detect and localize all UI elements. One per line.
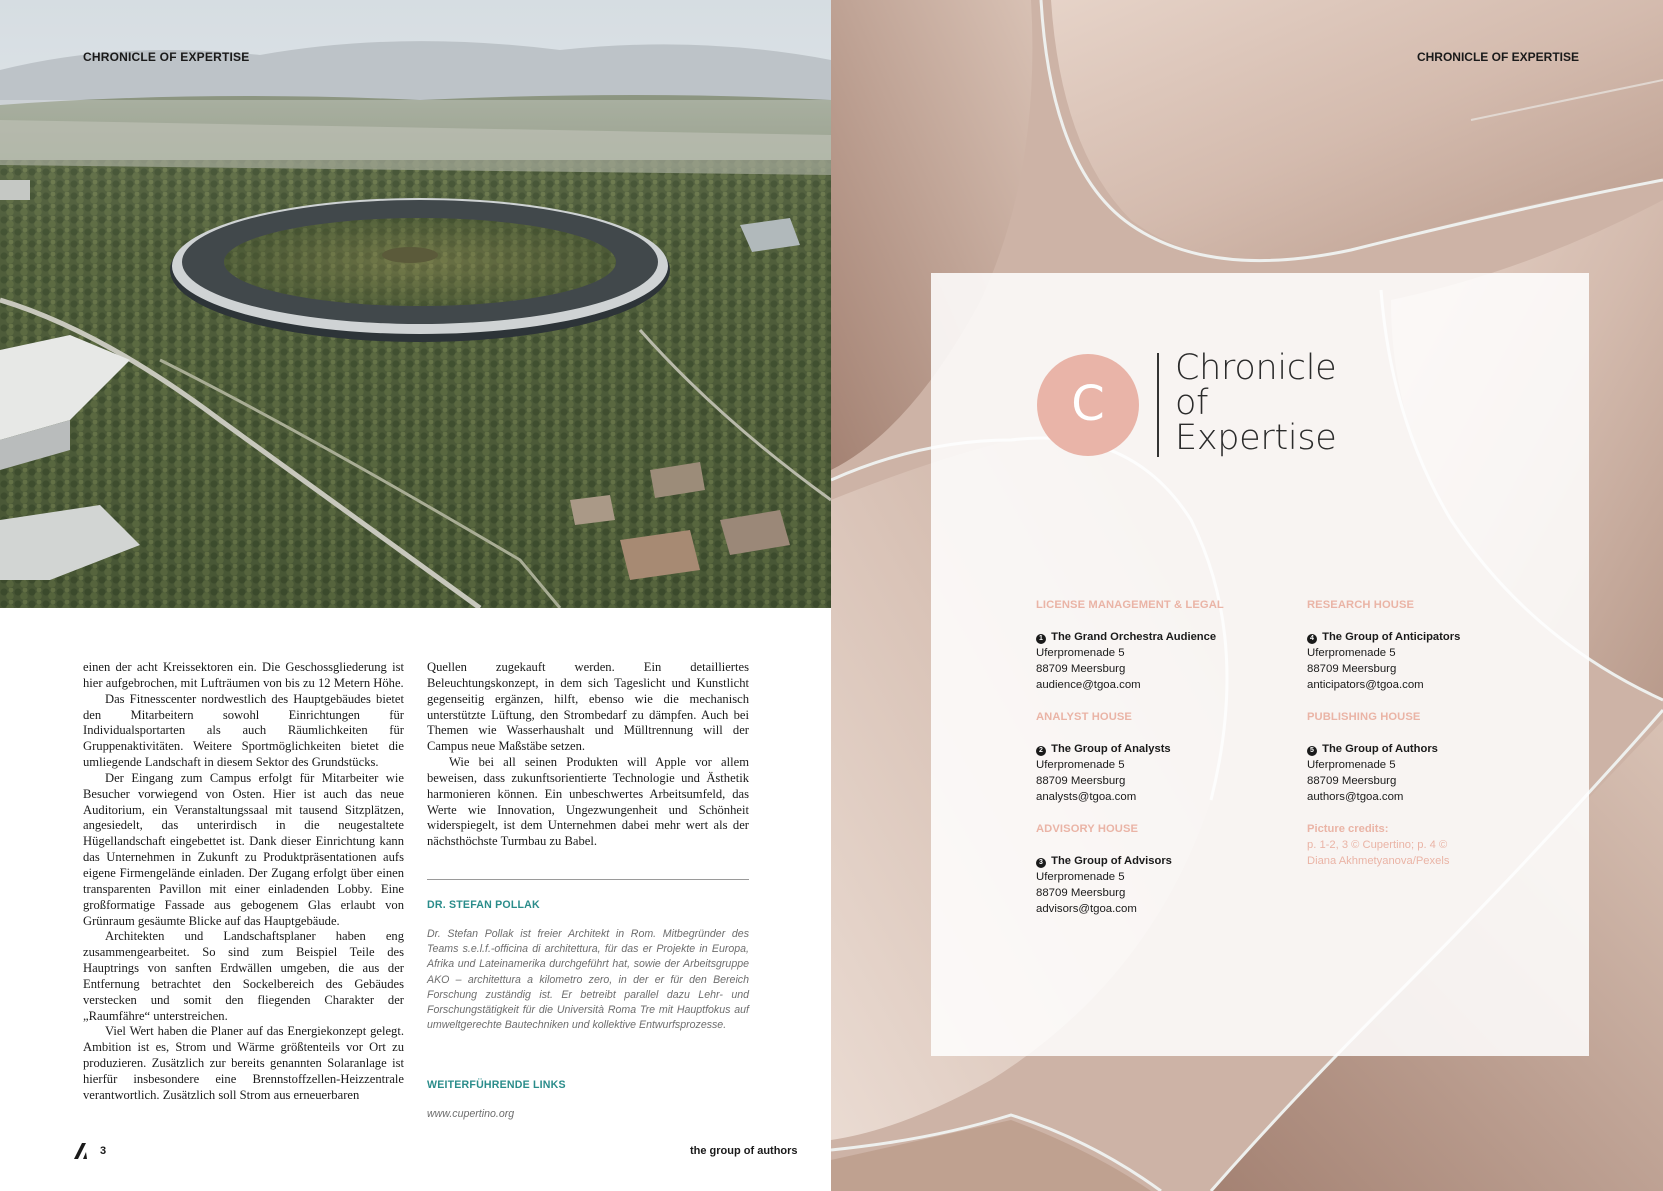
entry-email[interactable]: anticipators@tgoa.com bbox=[1307, 679, 1424, 691]
number-badge: 1 bbox=[1036, 634, 1046, 644]
section-heading: ANALYST HOUSE bbox=[1036, 711, 1132, 723]
running-head: CHRONICLE OF EXPERTISE bbox=[83, 50, 250, 64]
entry-street: Uferpromenade 5 bbox=[1307, 647, 1396, 659]
entry-city: 88709 Meersburg bbox=[1307, 663, 1397, 675]
article-column-2 bbox=[427, 660, 749, 850]
section-heading: RESEARCH HOUSE bbox=[1307, 599, 1415, 611]
entry-name-text: The Group of Advisors bbox=[1051, 855, 1172, 867]
entry-street: Uferpromenade 5 bbox=[1036, 871, 1125, 883]
entry-name bbox=[1307, 629, 1547, 645]
picture-credits bbox=[1307, 821, 1547, 869]
contacts-column-left bbox=[1036, 597, 1276, 933]
paragraph: Quellen zugekauft werden. Ein detailliertes Beleuchtungskonzept, in dem sich Tageslicht und Kunstlicht gegenseitig ergänzen, hilft, ebenso wie die mechanisch unterstützte Lüftung, den Strombedarf zu dämpfen. Auch bei Themen wie Wasserhaushalt und Mülltrennung will der Campus neue Maßstäbe setzen. bbox=[427, 660, 749, 754]
publisher-logo-icon bbox=[74, 1143, 92, 1159]
number-badge: 5 bbox=[1307, 746, 1317, 756]
links-heading: WEITERFÜHRENDE LINKS bbox=[427, 1079, 566, 1091]
contact-section bbox=[1036, 709, 1276, 805]
entry-name bbox=[1036, 741, 1276, 757]
logo-title-line: Expertise bbox=[1175, 418, 1337, 458]
entry-name bbox=[1307, 741, 1547, 757]
campus-aerial-photo bbox=[0, 0, 831, 608]
entry-name bbox=[1036, 629, 1276, 645]
credits-line: Diana Akhmetyanova/Pexels bbox=[1307, 855, 1450, 867]
credits-line: p. 1-2, 3 © Cupertino; p. 4 © bbox=[1307, 839, 1448, 851]
entry-street: Uferpromenade 5 bbox=[1036, 759, 1125, 771]
entry-city: 88709 Meersburg bbox=[1036, 775, 1126, 787]
logo-title-line: Chronicle bbox=[1175, 348, 1337, 388]
number-badge: 2 bbox=[1036, 746, 1046, 756]
section-heading: LICENSE MANAGEMENT & LEGAL bbox=[1036, 599, 1224, 611]
entry-city: 88709 Meersburg bbox=[1036, 887, 1126, 899]
paragraph: Das Fitnesscenter nordwestlich des Hauptgebäudes bietet den Mitarbeitern sowohl Einrichtungen für Individualsportarten als auch Räumlichkeiten für Gruppenaktivitäten. Weitere Sportmöglichkeiten bietet die umliegende Landschaft in diesem Sektor des Grundstücks. bbox=[83, 691, 404, 770]
right-page bbox=[831, 0, 1663, 1191]
left-page bbox=[0, 0, 831, 1191]
entry-email[interactable]: audience@tgoa.com bbox=[1036, 679, 1141, 691]
contact-section bbox=[1036, 597, 1276, 693]
entry-street: Uferpromenade 5 bbox=[1036, 647, 1125, 659]
paragraph: Viel Wert haben die Planer auf das Energiekonzept gelegt. Ambition ist es, Strom und Wärme größtenteils vor Ort zu produzieren. Zusätzlich zur bereits genannten Solaranlage ist hierfür insbesondere eine Brennstoffzellen-Heizzentrale verantwortlich. Zusätzlich soll Strom aus erneuerbaren bbox=[83, 1024, 404, 1102]
paragraph: Architekten und Landschaftsplaner haben eng zusammengearbeitet. So sind zum Beispiel Teile des Hauptrings von sanften Erdwällen umgeben, die aus der Entfernung betrachtet den Sockelbereich des Gebäudes verstecken und somit den fliegenden Charakter der „Raumfähre“ unterstreichen. bbox=[83, 929, 404, 1023]
entry-name-text: The Group of Authors bbox=[1322, 743, 1438, 755]
paragraph: Wie bei all seinen Produkten will Apple vor allem beweisen, dass zukunftsorientierte Technologie und Ästhetik harmonieren können. Ein unbeschwertes Arbeitsumfeld, das Werte wie Innovation, Ungezwungenheit und Schönheit widerspiegelt, ist dem Unternehmen dabei mehr wert als der nächsthöchste Turmbau zu Babel. bbox=[427, 755, 749, 849]
author-divider bbox=[427, 879, 749, 880]
entry-name bbox=[1036, 853, 1276, 869]
author-bio: Dr. Stefan Pollak ist freier Architekt in Rom. Mitbegründer des Teams s.e.l.f.-officina di architettura, für das er Projekte in Europa, Afrika und Lateinamerika durchgeführt hat, sowie der Arbeitsgruppe AKO – architettura a kilometro zero, in der er für den Bereich Forschung zuständig ist. Er betreibt parallel dazu Lehr- und Forschungstätigkeit für die Università Roma Tre mit Hauptfokus auf umweltgerechte Bautechniken und kollektive Entwurfsprozesse. bbox=[427, 928, 749, 1032]
entry-street: Uferpromenade 5 bbox=[1307, 759, 1396, 771]
number-badge: 4 bbox=[1307, 634, 1317, 644]
logo-circle-icon bbox=[1037, 354, 1139, 456]
logo-letter: C bbox=[1071, 376, 1105, 432]
contact-section bbox=[1307, 709, 1547, 805]
running-head: CHRONICLE OF EXPERTISE bbox=[1416, 50, 1579, 64]
info-panel bbox=[931, 273, 1589, 1056]
credits-text bbox=[1307, 837, 1547, 869]
paragraph: einen der acht Kreissektoren ein. Die Geschossgliederung ist hier aufgebrochen, mit Lufträumen von bis zu 12 Metern Höhe. bbox=[83, 660, 404, 690]
author-name: DR. STEFAN POLLAK bbox=[427, 899, 540, 911]
entry-email[interactable]: analysts@tgoa.com bbox=[1036, 791, 1137, 803]
number-badge: 3 bbox=[1036, 858, 1046, 868]
logo-title bbox=[1175, 348, 1337, 458]
section-heading: PUBLISHING HOUSE bbox=[1307, 711, 1421, 723]
paragraph: Der Eingang zum Campus erfolgt für Mitarbeiter wie Besucher vorwiegend von Osten. Hier ist auch das neue Auditorium, ein Veranstaltungssaal mit tausend Sitzplätzen, angesiedelt, das unterirdisch in die neugestaltete Hügellandschaft eingebettet ist. Dank dieser Einrichtung kann das Unternehmen in Zukunft zu Produktpräsentationen aufs eigene Firmengelände einladen. Der Zugang erfolgt über einen transparenten Pavillon mit einer einladenden Lobby. Eine großformatige Fassade aus gebogenem Glas erlaubt von Grünraum gesäumte Blicke auf das Hauptgebäude. bbox=[83, 770, 404, 928]
links-url[interactable]: www.cupertino.org bbox=[427, 1108, 515, 1120]
entry-email[interactable]: advisors@tgoa.com bbox=[1036, 903, 1137, 915]
contact-section bbox=[1036, 821, 1276, 917]
page-number: 3 bbox=[100, 1145, 107, 1157]
contacts-column-right bbox=[1307, 597, 1547, 885]
entry-city: 88709 Meersburg bbox=[1307, 775, 1397, 787]
credits-heading: Picture credits: bbox=[1307, 823, 1389, 835]
article-column-1 bbox=[83, 660, 404, 1104]
entry-email[interactable]: authors@tgoa.com bbox=[1307, 791, 1404, 803]
entry-name-text: The Group of Anticipators bbox=[1322, 631, 1461, 643]
footer-brand: the group of authors bbox=[690, 1145, 798, 1157]
logo-divider bbox=[1157, 353, 1159, 457]
section-heading: ADVISORY HOUSE bbox=[1036, 823, 1139, 835]
entry-name-text: The Grand Orchestra Audience bbox=[1051, 631, 1217, 643]
logo-title-line: of bbox=[1175, 383, 1209, 423]
entry-name-text: The Group of Analysts bbox=[1051, 743, 1171, 755]
entry-city: 88709 Meersburg bbox=[1036, 663, 1126, 675]
contact-section bbox=[1307, 597, 1547, 693]
